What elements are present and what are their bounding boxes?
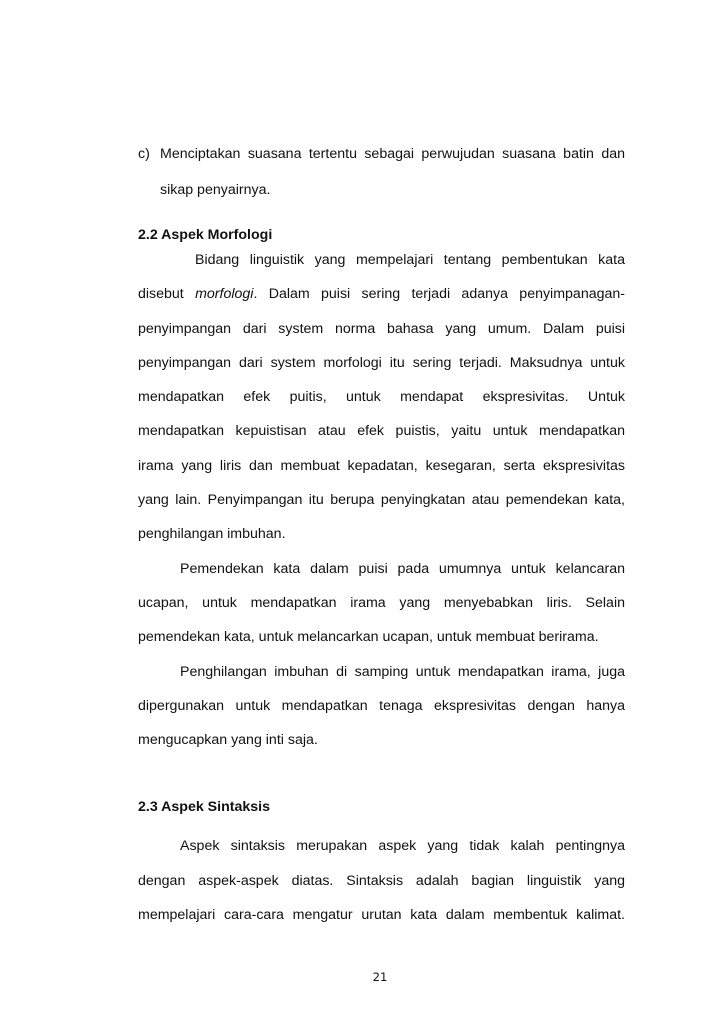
text-line: irama yang liris dan membuat kepadatan, kesegaran, serta ekspresivitas xyxy=(138,457,625,474)
text-line: ucapan, untuk mendapatkan irama yang menyebabkan liris. Selain xyxy=(138,594,625,611)
text-line: dipergunakan untuk mendapatkan tenaga ekspresivitas dengan hanya xyxy=(138,697,625,714)
paragraph-morfologi-1 xyxy=(138,243,625,552)
text-line: mempelajari cara-cara mengatur urutan kata dalam membentuk kalimat. xyxy=(138,907,625,924)
list-item-c xyxy=(138,136,625,208)
page-content xyxy=(138,136,625,932)
text-line: penyimpangan dari system norma bahasa yang umum. Dalam puisi xyxy=(138,320,625,337)
text-line: dengan aspek-aspek diatas. Sintaksis adalah bagian linguistik yang xyxy=(138,872,625,889)
text-line: pemendekan kata, untuk melancarkan ucapan, untuk membuat berirama. xyxy=(138,629,599,646)
text-line: Penghilangan imbuhan di samping untuk mendapatkan irama, juga xyxy=(180,663,625,680)
paragraph-sintaksis-1 xyxy=(138,829,625,932)
text-line: penyimpangan dari system morfologi itu sering terjadi. Maksudnya untuk xyxy=(138,354,625,371)
paragraph-morfologi-3 xyxy=(138,655,625,758)
text-line: mendapatkan efek puitis, untuk mendapat ekspresivitas. Untuk xyxy=(138,389,625,406)
text-line: yang lain. Penyimpangan itu berupa penyingkatan atau pemendekan kata, xyxy=(138,492,625,509)
text-line: Bidang linguistik yang mempelajari tentang pembentukan kata xyxy=(195,252,625,268)
list-item-text xyxy=(160,136,625,208)
text-line: penghilangan imbuhan. xyxy=(138,526,286,543)
page-number: 21 xyxy=(372,970,388,984)
text-line: mendapatkan kepuistisan atau efek puistis, yaitu untuk mendapatkan xyxy=(138,423,625,440)
text-line: Pemendekan kata dalam puisi pada umumnya untuk kelancaran xyxy=(180,560,625,577)
emphasized-term: morfologi xyxy=(195,286,254,303)
section-heading-sintaksis: 2.3 Aspek Sintaksis xyxy=(138,799,270,816)
text-line xyxy=(138,277,625,311)
paragraph-morfologi-2 xyxy=(138,552,625,655)
text-run: disebut xyxy=(138,286,196,303)
section-heading-morfologi: 2.2 Aspek Morfologi xyxy=(138,227,273,243)
list-marker: c) xyxy=(138,146,150,162)
text-run: . Dalam puisi sering terjadi adanya penyimpanagan- xyxy=(253,286,625,303)
text-line: mengucapkan yang inti saja. xyxy=(138,732,318,749)
text-line: Aspek sintaksis merupakan aspek yang tidak kalah pentingnya xyxy=(180,838,625,855)
text-line: Menciptakan suasana tertentu sebagai perwujudan suasana batin dan xyxy=(160,146,625,162)
text-line: sikap penyairnya. xyxy=(160,182,271,198)
